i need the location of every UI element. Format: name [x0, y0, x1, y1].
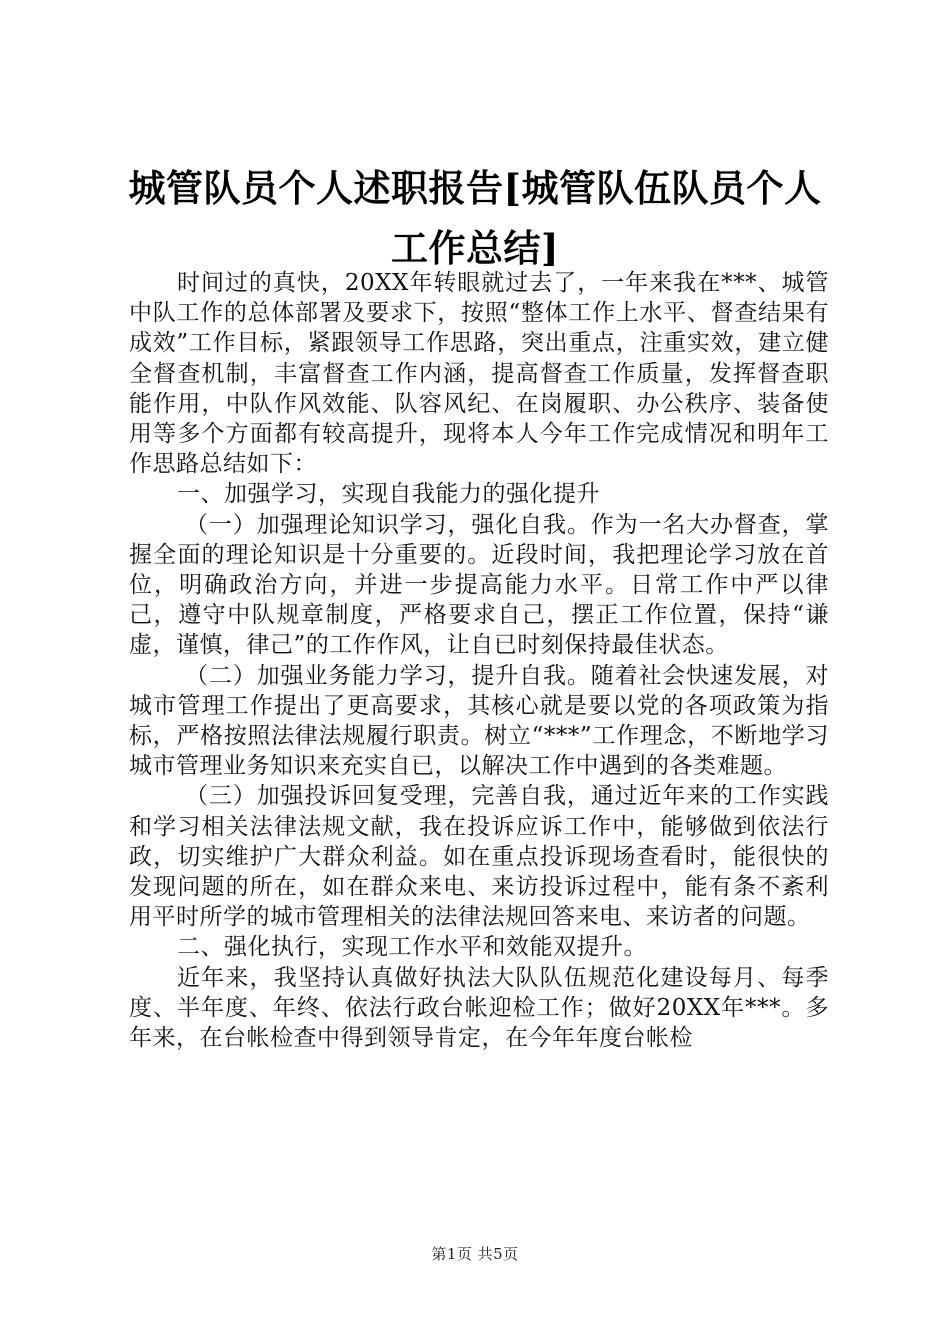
section-heading-1: 一、加强学习，实现自我能力的强化提升 [177, 481, 600, 508]
page-number-footer: 第1页 共5页 [431, 1245, 519, 1263]
subsection-paragraph-3: （三）加强投诉回复受理，完善自我，通过近年来的工作实践和学习相关法律法规文献，我在投诉应诉工作中，能够做到依法行政，切实维护广大群众利益。如在重点投诉现场查看时，能很快的发现问题的所在，如在群众来电、来访投诉过程中，能有条不紊利用平时所学的城市管理相关的法律法规回答来电、来访者的问题。 [129, 783, 829, 931]
section-2-paragraph: 近年来，我坚持认真做好执法大队队伍规范化建设每月、每季度、半年度、年终、依法行政台帐迎检工作；做好20XX年***。多年来，在台帐检查中得到领导肯定，在今年年度台帐检 [129, 964, 829, 1052]
document-title: 城管队员个人述职报告[城管队伍队员个人工作总结] [128, 166, 822, 270]
intro-paragraph: 时间过的真快，20XX年转眼就过去了，一年来我在***、城管中队工作的总体部署及要求下，按照“整体工作上水平、督查结果有成效”工作目标，紧跟领导工作思路，突出重点，注重实效，建立健全督查机制，丰富督查工作内涵，提高督查工作质量，发挥督查职能作用，中队作风效能、队容风纪、在岗履职、办公秩序、装备使用等多个方面都有较高提升，现将本人今年工作完成情况和明年工作思路总结如下： [129, 270, 829, 478]
section-heading-2: 二、强化执行，实现工作水平和效能双提升。 [177, 934, 647, 961]
subsection-paragraph-1: （一）加强理论知识学习，强化自我。作为一名大办督查，掌握全面的理论知识是十分重要的。近段时间，我把理论学习放在首位，明确政治方向，并进一步提高能力水平。日常工作中严以律己，遵守中队规章制度，严格要求自己，摆正工作位置，保持“谦虚，谨慎，律己”的工作作风，让自已时刻保持最佳状态。 [129, 511, 829, 659]
subsection-paragraph-2: （二）加强业务能力学习，提升自我。随着社会快速发展，对城市管理工作提出了更高要求，其核心就是要以党的各项政策为指标，严格按照法律法规履行职责。树立“***”工作理念，不断地学习城市管理业务知识来充实自已，以解决工作中遇到的各类难题。 [129, 662, 829, 780]
document-body [129, 268, 829, 1053]
